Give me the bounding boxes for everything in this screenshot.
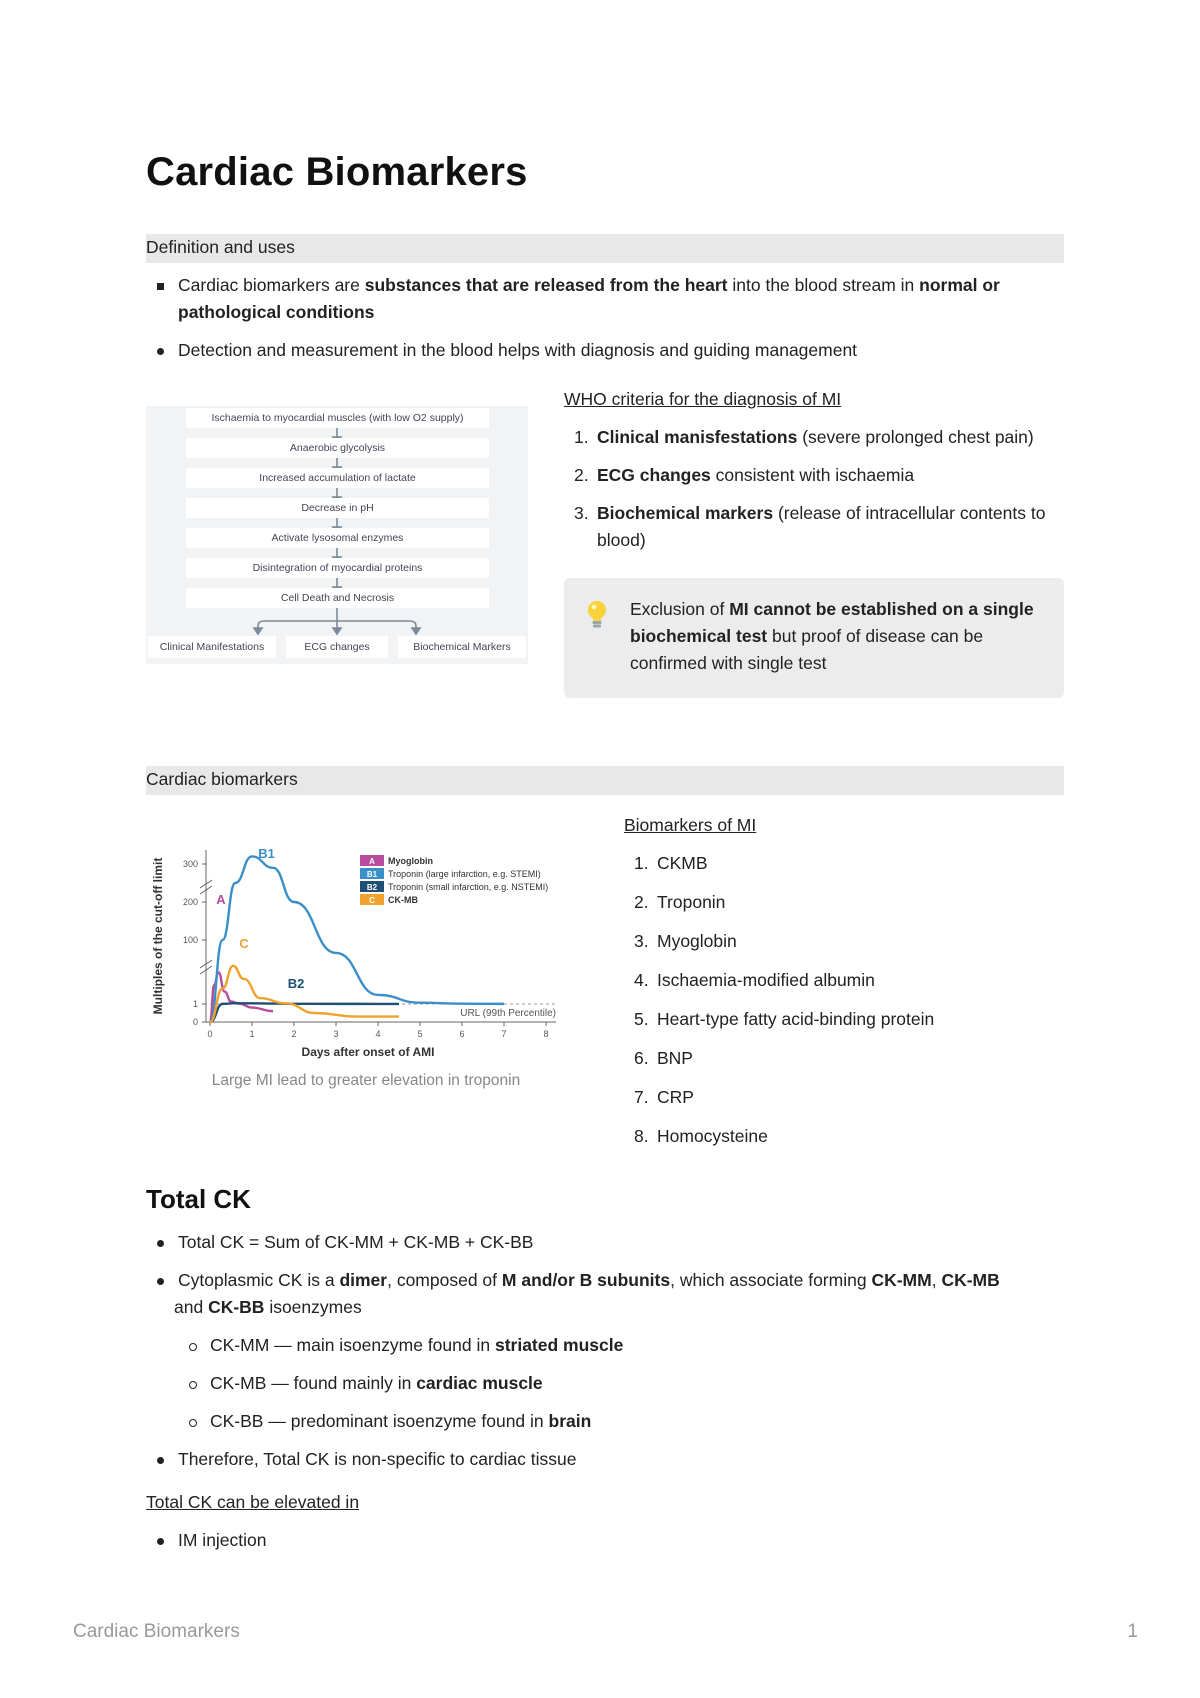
list-item — [564, 500, 1064, 554]
biomarkers-list — [624, 850, 1064, 1162]
text: Therefore, Total CK is non-specific to cardiac tissue — [178, 1449, 577, 1469]
chart-legend — [360, 855, 548, 905]
legend-key: C — [369, 896, 375, 905]
biomarkers-heading: Biomarkers of MI — [624, 815, 757, 835]
series-line-b2 — [210, 1003, 399, 1022]
bold-text: Biochemical markers — [597, 503, 774, 523]
text: CK-MM — main isoenzyme found in — [210, 1335, 495, 1355]
list-item — [178, 1408, 1064, 1435]
list-number: 2. — [634, 892, 649, 912]
biomarker-time-chart — [146, 830, 586, 1070]
text: Cytoplasmic CK is a — [178, 1270, 340, 1290]
ischaemia-flow-diagram — [146, 406, 528, 664]
series-label: B1 — [258, 846, 275, 861]
bold-text: Clinical manisfestations — [597, 427, 798, 447]
list-number: 3. — [634, 931, 649, 951]
list-item — [178, 1370, 1064, 1397]
section-heading-cardiac-biomarkers — [146, 766, 1064, 795]
section-heading-text: Cardiac biomarkers — [146, 769, 298, 789]
text: CK-MB — found mainly in — [210, 1373, 417, 1393]
elevated-heading: Total CK can be elevated in — [146, 1492, 360, 1512]
list-item — [624, 1123, 1064, 1150]
flow-step: Decrease in pH — [186, 498, 489, 518]
bold-text: striated muscle — [494, 1335, 624, 1355]
list-item — [146, 1229, 1064, 1256]
x-tick-label: 1 — [249, 1029, 255, 1039]
list-number: 7. — [634, 1087, 649, 1107]
text: (release of intracellular contents to blood) — [597, 503, 1046, 550]
list-item — [624, 889, 1064, 916]
list-item — [146, 1446, 1064, 1473]
text: isoenzymes — [264, 1297, 362, 1317]
text: Exclusion of — [630, 599, 730, 619]
bold-text: ECG changes — [597, 465, 711, 485]
biomarker-name: Heart-type fatty acid-binding protein — [657, 1009, 935, 1029]
list-item — [146, 1527, 1064, 1554]
total-ck-heading: Total CK — [146, 1184, 251, 1214]
legend-key: B2 — [366, 883, 378, 892]
list-item — [564, 424, 1064, 451]
series-label: A — [216, 892, 226, 907]
biomarker-name: BNP — [657, 1048, 693, 1068]
text: , composed of — [387, 1270, 502, 1290]
biomarker-name: CKMB — [657, 853, 708, 873]
list-item — [624, 1006, 1064, 1033]
list-item — [564, 462, 1064, 489]
bold-text: CK-BB — [208, 1297, 265, 1317]
legend-label: Troponin (small infarction, e.g. NSTEMI) — [388, 882, 549, 892]
bold-text: normal or pathological conditions — [178, 275, 1000, 322]
x-tick-label: 4 — [375, 1029, 381, 1039]
series-label: B2 — [287, 976, 305, 991]
url-label: URL (99th Percentile) — [460, 1008, 556, 1019]
biomarker-name: Ischaemia-modified albumin — [657, 970, 875, 990]
text: Detection and measurement in the blood helps with diagnosis and guiding management — [178, 340, 858, 360]
page-number: 1 — [1127, 1621, 1138, 1642]
flow-outcome: Biochemical Markers — [398, 636, 526, 658]
list-item — [624, 1084, 1064, 1111]
flow-outcome: ECG changes — [286, 636, 388, 658]
text: , — [931, 1270, 942, 1290]
flow-step: Ischaemia to myocardial muscles (with low O2 supply) — [186, 408, 489, 428]
bold-text: MI cannot be established on a single biochemical test — [630, 599, 1034, 646]
list-item — [146, 272, 1064, 326]
x-tick-label: 7 — [501, 1029, 507, 1039]
text: CK-BB — predominant isoenzyme found in — [210, 1411, 549, 1431]
callout-text — [630, 596, 1040, 677]
list-item — [624, 967, 1064, 994]
list-item — [178, 1332, 1064, 1359]
flow-step: Cell Death and Necrosis — [186, 588, 489, 608]
y-tick-label: 100 — [182, 935, 198, 945]
list-number: 8. — [634, 1126, 649, 1146]
legend-label: Troponin (large infarction, e.g. STEMI) — [388, 869, 541, 879]
bold-text: CK-MB — [941, 1270, 1000, 1290]
flow-step: Activate lysosomal enzymes — [186, 528, 489, 548]
series-label: C — [239, 936, 249, 951]
x-tick-label: 2 — [291, 1029, 297, 1039]
text: consistent with ischaemia — [710, 465, 915, 485]
legend-key: B1 — [366, 870, 378, 879]
x-axis-label: Days after onset of AMI — [301, 1045, 435, 1059]
list-number: 3. — [574, 503, 589, 523]
list-item — [624, 928, 1064, 955]
section-heading-definition — [146, 234, 1064, 263]
list-number: 6. — [634, 1048, 649, 1068]
list-number: 5. — [634, 1009, 649, 1029]
list-number: 1. — [634, 853, 649, 873]
bold-text: CK-MM — [871, 1270, 932, 1290]
biomarker-name: Myoglobin — [657, 931, 737, 951]
y-tick-label: 0 — [192, 1017, 198, 1027]
callout-box — [564, 578, 1064, 698]
who-criteria-list — [564, 424, 1064, 565]
flow-step: Anaerobic glycolysis — [186, 438, 489, 458]
text: into the blood stream in — [727, 275, 920, 295]
elevated-list — [146, 1527, 1064, 1565]
y-tick-label: 200 — [182, 897, 198, 907]
x-tick-label: 0 — [207, 1029, 213, 1039]
text: , which associate forming — [670, 1270, 872, 1290]
chart-caption: Large MI lead to greater elevation in troponin — [211, 1072, 521, 1089]
text: and — [174, 1297, 209, 1317]
section-heading-text: Definition and uses — [146, 237, 295, 257]
text: IM injection — [178, 1530, 267, 1550]
list-item — [146, 1267, 1064, 1435]
bold-text: brain — [548, 1411, 592, 1431]
x-tick-label: 3 — [333, 1029, 339, 1039]
list-number: 4. — [634, 970, 649, 990]
bold-text: dimer — [339, 1270, 388, 1290]
bold-text: cardiac muscle — [416, 1373, 543, 1393]
lightbulb-icon — [586, 600, 608, 630]
biomarker-name: Homocysteine — [657, 1126, 768, 1146]
flow-outcome: Clinical Manifestations — [148, 636, 276, 658]
bold-text: substances that are released from the heart — [364, 275, 728, 295]
who-heading: WHO criteria for the diagnosis of MI — [564, 389, 842, 409]
x-tick-label: 6 — [459, 1029, 465, 1039]
text: Total CK = Sum of CK-MM + CK-MB + CK-BB — [178, 1232, 534, 1252]
text: (severe prolonged chest pain) — [797, 427, 1034, 447]
biomarker-name: Troponin — [657, 892, 726, 912]
x-tick-label: 8 — [543, 1029, 549, 1039]
list-number: 2. — [574, 465, 589, 485]
list-item — [146, 337, 1064, 364]
biomarker-name: CRP — [657, 1087, 694, 1107]
y-tick-label: 300 — [182, 859, 198, 869]
legend-key: A — [369, 857, 375, 866]
flow-step: Increased accumulation of lactate — [186, 468, 489, 488]
text: Cardiac biomarkers are — [178, 275, 365, 295]
x-tick-label: 5 — [417, 1029, 423, 1039]
page-title: Cardiac Biomarkers — [146, 150, 528, 194]
list-item — [624, 1045, 1064, 1072]
definition-list — [146, 272, 1064, 375]
legend-label: Myoglobin — [388, 856, 433, 866]
total-ck-list — [146, 1229, 1064, 1484]
text: but proof of disease can be confirmed with single test — [630, 626, 984, 673]
y-axis-label: Multiples of the cut-off limit — [151, 857, 165, 1015]
flow-step: Disintegration of myocardial proteins — [186, 558, 489, 578]
list-item — [624, 850, 1064, 877]
bold-text: M and/or B subunits — [501, 1270, 671, 1290]
chart-svg — [146, 830, 586, 1070]
list-number: 1. — [574, 427, 589, 447]
ck-isoenzyme-sublist — [178, 1332, 1064, 1435]
footer-title: Cardiac Biomarkers — [73, 1621, 240, 1642]
legend-label: CK-MB — [388, 895, 418, 905]
y-tick-label: 1 — [192, 999, 198, 1009]
